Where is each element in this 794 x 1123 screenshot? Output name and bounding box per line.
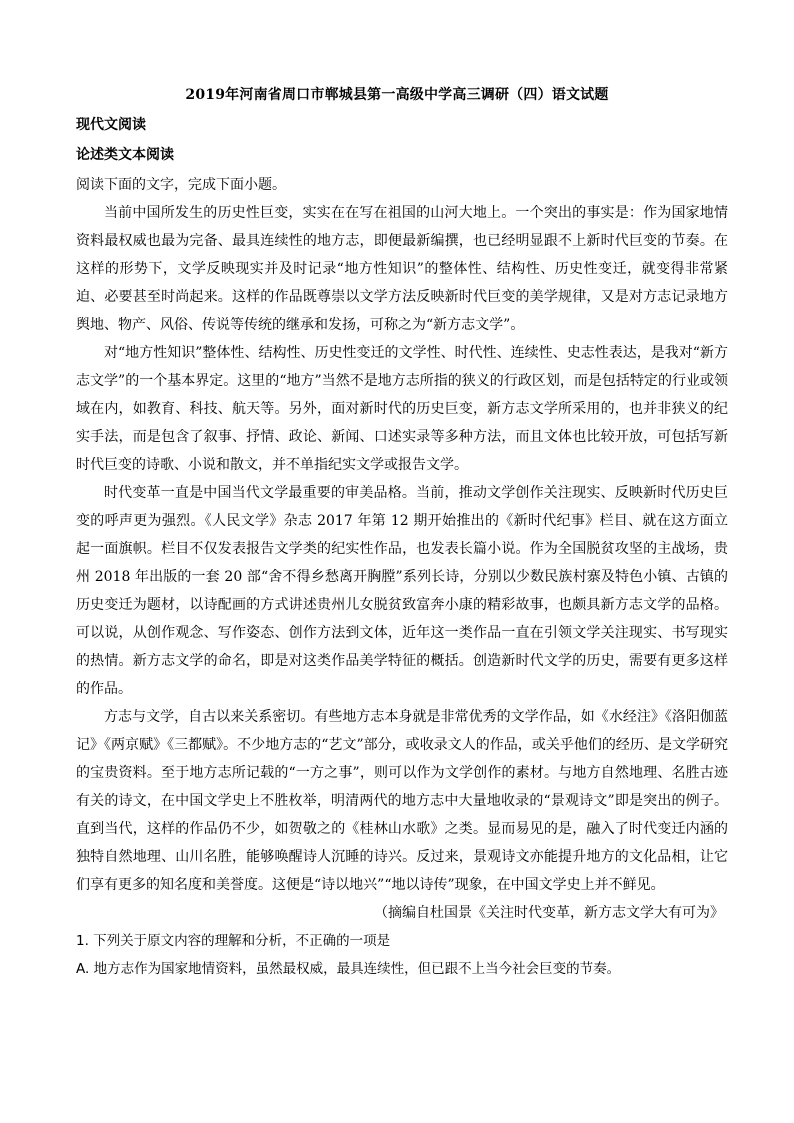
paragraph-2: 对“地方性知识”整体性、结构性、历史性变迁的文学性、时代性、连续性、史志性表达，是我对“新方志文学”的一个基本界定。这里的“地方”当然不是地方志所指的狭义的行政区划，而是包括特定的行业或领域在内，如教育、科技、航天等。另外，面对新时代的历史巨变，新方志文学所采用的，也并非狭义的纪实手法，而是包含了叙事、抒情、政论、新闻、口述实录等多种方法，而且文体也比较开放，可包括写新时代巨变的诗歌、小说和散文，并不单指纪实文学或报告文学。 bbox=[76, 345, 728, 473]
reading-instruction: 阅读下面的文字，完成下面小题。 bbox=[76, 177, 286, 193]
paragraph-4: 方志与文学，自古以来关系密切。有些地方志本身就是非常优秀的文学作品，如《水经注》《洛阳伽蓝记》《两京赋》《三都赋》。不少地方志的“艺文”部分，或收录文人的作品，或关乎他们的经历、是文学研究的宝贵资料。至于地方志所记载的“一方之事”，则可以作为文学创作的素材。与地方自然地理、名胜古迹有关的诗文，在中国文学史上不胜枚举，明清两代的地方志中大量地收录的“景观诗文”即是突出的例子。直到当代，这样的作品仍不少，如贺敬之的《桂林山水歌》之类。显而易见的是，融入了时代变迁内涵的独特自然地理、山川名胜，能够唤醒诗人沉睡的诗兴。反过来，景观诗文亦能提升地方的文化品相，让它们享有更多的知名度和美誉度。这便是“诗以地兴”“地以诗传”现象，在中国文学史上并不鲜见。 bbox=[76, 709, 728, 893]
paragraph-1: 当前中国所发生的历史性巨变，实实在在写在祖国的山河大地上。一个突出的事实是：作为国家地情资料最权威也最为完备、最具连续性的地方志，即便最新编撰，也已经明显跟不上新时代巨变的节奏。在这样的形势下，文学反映现实并及时记录“地方性知识”的整体性、结构性、历史性变迁，就变得非常紧迫、必要甚至时尚起来。这样的作品既尊崇以文学方法反映新时代巨变的美学规律，又是对方志记录地方舆地、物产、风俗、传说等传统的继承和发扬，可称之为“新方志文学”。 bbox=[76, 205, 728, 333]
subsection-heading: 论述类文本阅读 bbox=[76, 147, 174, 163]
section-heading: 现代文阅读 bbox=[76, 117, 146, 133]
source-citation: （摘编自杜国景《关注时代变革，新方志文学大有可为》 bbox=[374, 905, 724, 921]
question-1: 1. 下列关于原文内容的理解和分析，不正确的一项是 bbox=[76, 933, 391, 949]
question-1-option-a: A. 地方志作为国家地情资料，虽然最权威，最具连续性，但已跟不上当今社会巨变的节奏。 bbox=[76, 961, 621, 977]
document-body bbox=[76, 171, 728, 983]
paragraph-3: 时代变革一直是中国当代文学最重要的审美品格。当前，推动文学创作关注现实、反映新时代历史巨变的呼声更为强烈。《人民文学》杂志 2017 年第 12 期开始推出的《新时代纪事》栏目、就在这方面立起一面旗帜。栏目不仅发表报告文学类的纪实性作品，也发表长篇小说。作为全国脱贫攻坚的主战场，贵州 2018 年出版的一套 20 部“舍不得乡愁离开胸膛”系列长诗，分别以少数民族村寨及特色小镇、古镇的历史变迁为题材，以诗配画的方式讲述贵州儿女脱贫致富奔小康的精彩故事，也颇具新方志文学的品格。可以说，从创作观念、写作姿态、创作方法到文体，近年这一类作品一直在引领文学关注现实、书写现实的热情。新方志文学的命名，即是对这类作品美学特征的概括。创造新时代文学的历史，需要有更多这样的作品。 bbox=[76, 485, 728, 697]
document-title: 2019年河南省周口市郸城县第一高级中学高三调研（四）语文试题 bbox=[185, 87, 609, 103]
